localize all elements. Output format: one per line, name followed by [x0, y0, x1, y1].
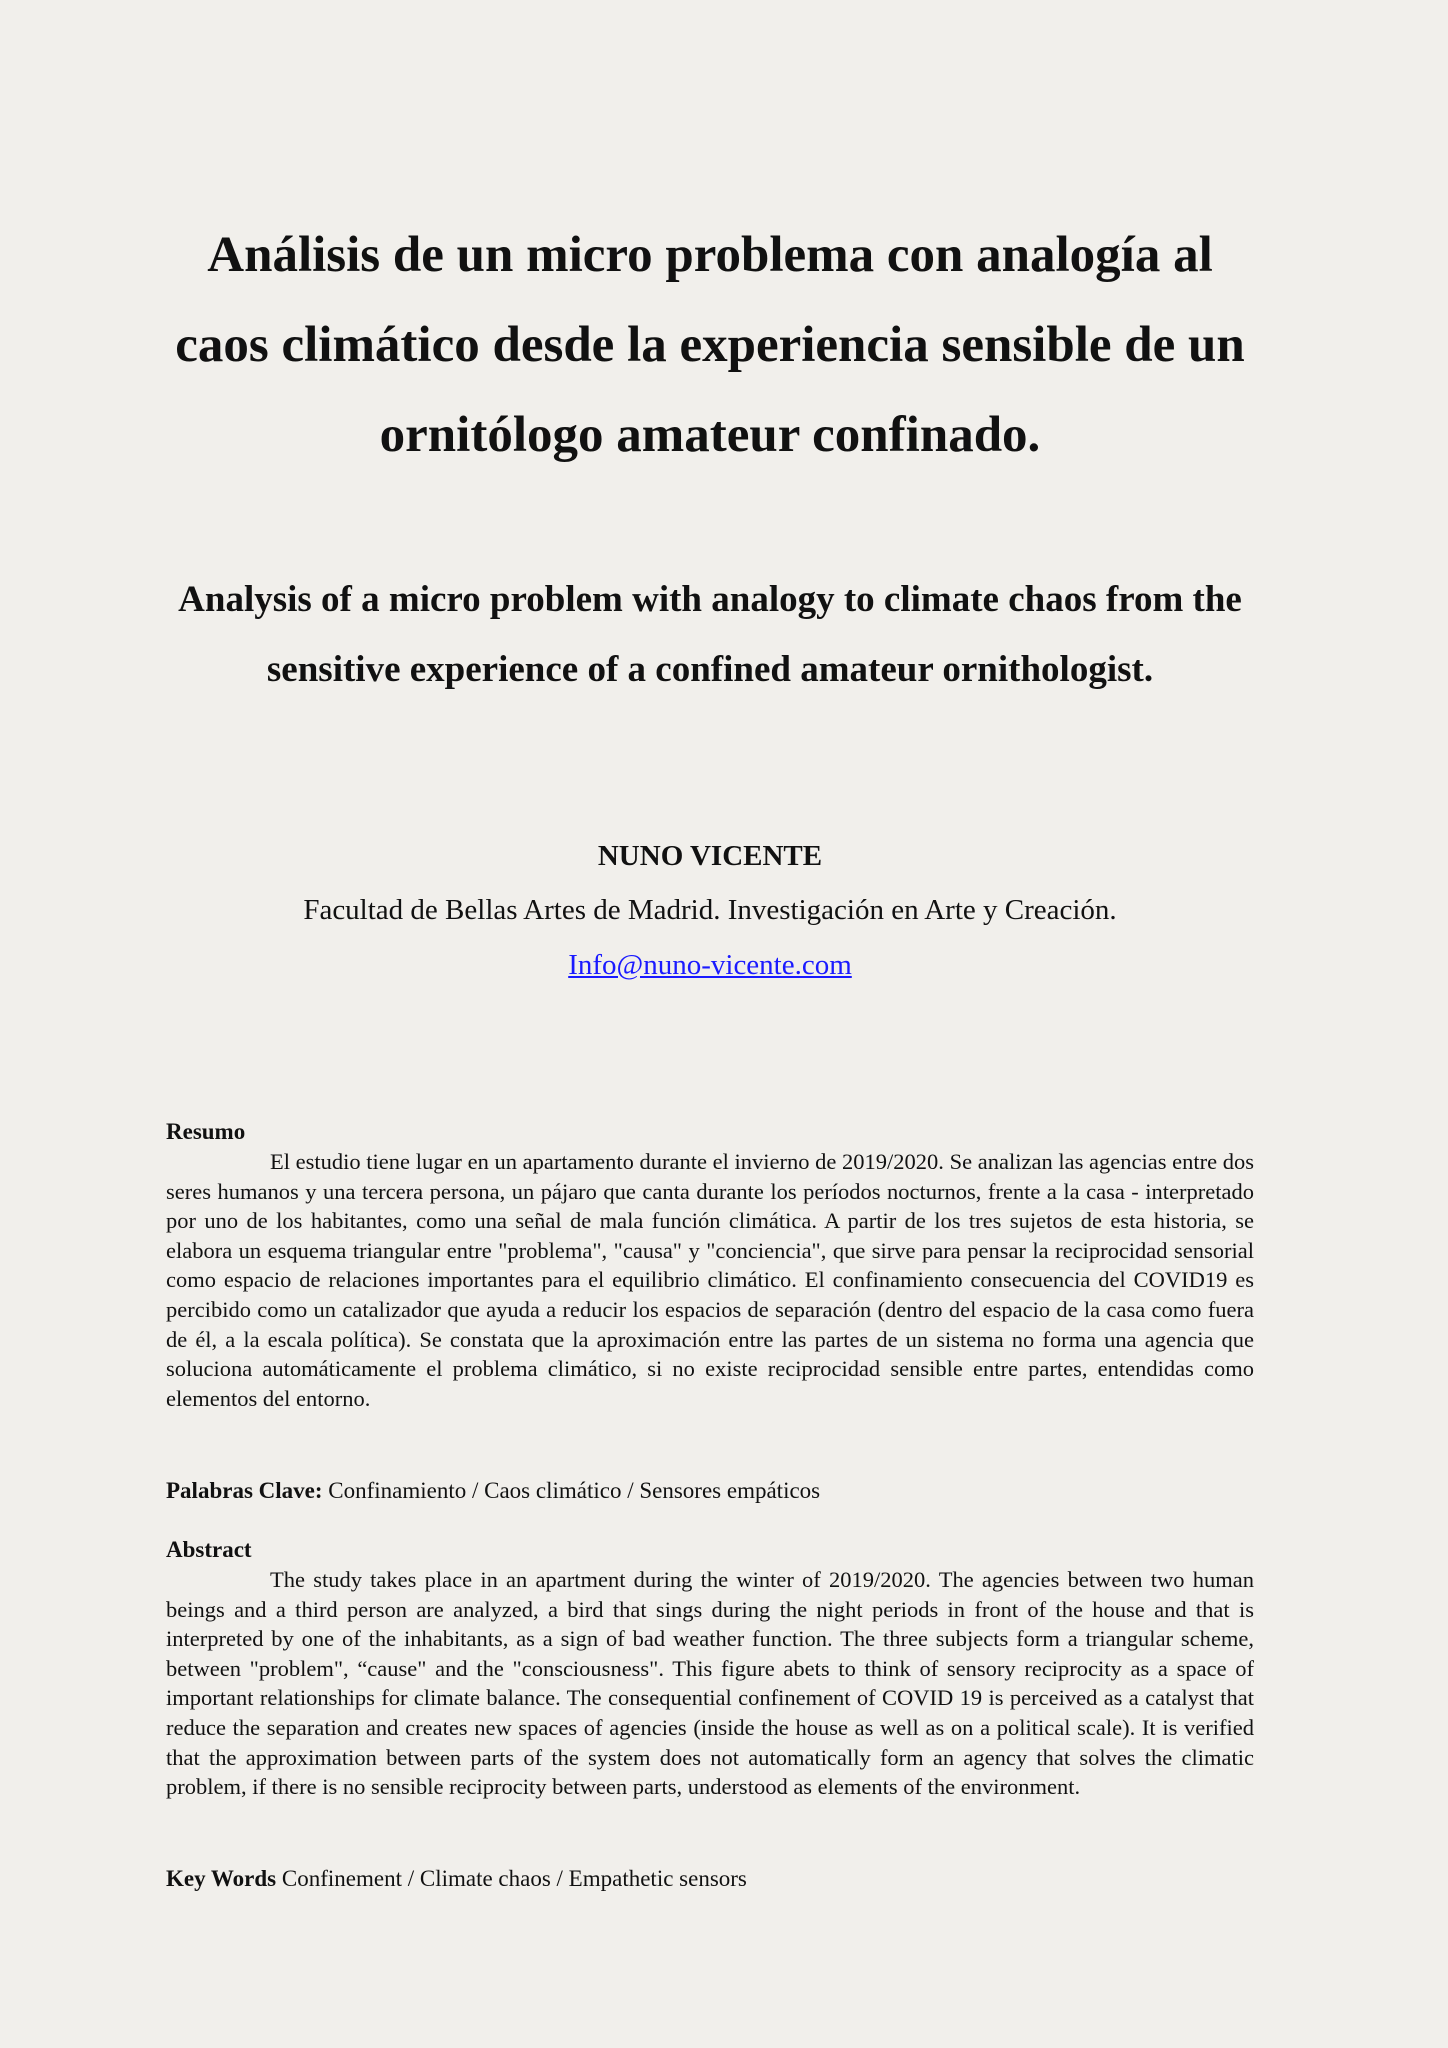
resumo-text: El estudio tiene lugar en un apartamento durante el invierno de 2019/2020. Se analizan las agencias entre dos seres humanos y una tercera persona, un pájaro que canta durante los períodos nocturnos, frente a la casa - interpretado por uno de los habitantes, como una señal de mala función climática. A partir de los tres sujetos de esta historia, se elabora un esquema triangular entre "problema", "causa" y "conciencia", que sirve para pensar la reciprocidad sensorial como espacio de relaciones importantes para el equilibrio climático. El confinamiento consecuencia del COVID19 es percibido como un catalizador que ayuda a reducir los espacios de separación (dentro del espacio de la casa como fuera de él, a la escala política). Se constata que la aproximación entre las partes de un sistema no forma una agencia que soluciona automáticamente el problema climático, si no existe reciprocidad sensible entre partes, entendidas como elementos del entorno. [166, 1149, 1254, 1411]
key-words-label: Key Words [166, 1866, 277, 1891]
resumo-section [166, 1117, 1254, 1413]
abstract-section [166, 1535, 1254, 1802]
author-name: NUNO VICENTE [597, 840, 823, 872]
resumo-heading: Resumo [166, 1119, 246, 1144]
key-words-value: Confinement / Climate chaos / Empathetic sensors [281, 1866, 747, 1891]
palabras-clave-value: Confinamiento / Caos climático / Sensores empáticos [328, 1478, 821, 1503]
key-words-line [166, 1864, 1266, 1894]
author-affiliation: Facultad de Bellas Artes de Madrid. Investigación en Arte y Creación. [303, 894, 1117, 926]
title-spanish: Análisis de un micro problema con analogía al caos climático desde la experiencia sensible de un ornitólogo amateur confinado. [175, 227, 1245, 463]
palabras-clave-label: Palabras Clave: [166, 1478, 323, 1503]
abstract-text: The study takes place in an apartment during the winter of 2019/2020. The agencies between two human beings and a third person are analyzed, a bird that sings during the night periods in front of the house and that is interpreted by one of the inhabitants, as a sign of bad weather function. The three subjects form a triangular scheme, between "problem", “cause" and the "consciousness". This figure abets to think of sensory reciprocity as a space of important relationships for climate balance. The consequential confinement of COVID 19 is perceived as a catalyst that reduce the separation and creates new spaces of agencies (inside the house as well as on a political scale). It is verified that the approximation between parts of the system does not automatically form an agency that solves the climatic problem, if there is no sensible reciprocity between parts, understood as elements of the environment. [166, 1567, 1254, 1800]
abstract-heading: Abstract [166, 1537, 252, 1562]
email-link[interactable]: Info@nuno-vicente.com [568, 949, 852, 981]
palabras-clave-line [166, 1476, 1266, 1506]
title-english: Analysis of a micro problem with analogy to climate chaos from the sensitive experience of a confined amateur ornithologist. [178, 579, 1242, 690]
email-container [0, 945, 1420, 985]
